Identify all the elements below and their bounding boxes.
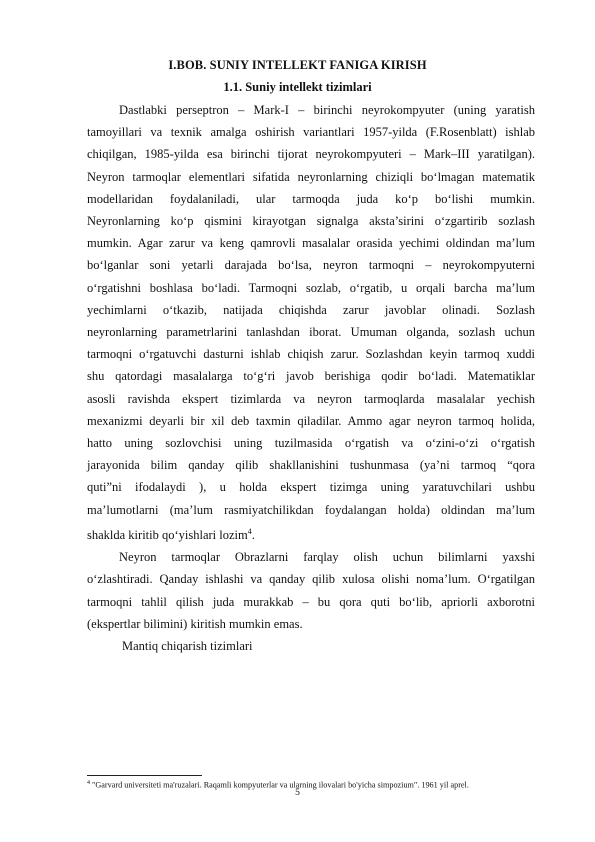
text-line: Dastlabki perseptron – Mark-I – birinchi neyrokompyuter (uning yaratish [119,103,535,117]
text-line: Neyron tarmoqlar elementlari sifatida neyronlarning chiziqli bo‘lmagan matematik [87,169,535,184]
footnote-reference: 4 [247,526,252,536]
text-line: Neyron tarmoqlar Obrazlarni farqlay olish uchun bilimlarni yaxshi [119,550,535,565]
text-line: modellaridan foydalaniladi, ular tarmoqda juda ko‘p bo‘lishi mumkin. [87,191,535,206]
text-line: shaklda kiritib qo‘yishlari lozim$^4$. [87,526,255,543]
text-line: neyronlarning parametrlarini tanlashdan iborat. Umuman olganda, sozlash uchun [87,325,535,340]
page-number: 5 [295,788,300,798]
text-line: asosli ravishda ekspert tizimlarda va neyron tarmoqlarda masalalar yechish [87,391,535,406]
footnote-text: "Garvard universiteti ma'ruzalari. Raqamli kompyuterlar va ularning ilovalari bo'yicha simpozium". 1961 yil aprel. [90,780,469,790]
text-line: quti”ni ifodalaydi ), u holda ekspert tizimga uning yaratuvchilari ushbu [87,480,535,495]
footnote-divider [87,775,202,776]
text-line: mexanizmi deyarli bir xil deb taxmin qiladilar. Ammo agar neyron tarmoq holida, [87,413,535,428]
text-line: o‘zlashtiradi. Qanday ishlashi va qanday qilib xulosa olishi noma’lum. O‘rgatilgan [87,572,535,587]
text-line: tamoyillari va texnik amalga oshirish variantlari 1957-yilda (F.Rosenblatt) ishlab [87,125,535,140]
text-line: tarmoqni o‘rgatuvchi dasturni ishlab chiqish zarur. Sozlashdan keyin tarmoq xuddi [87,347,535,362]
body-text [87,99,535,657]
text-line: shu qatordagi masalalarga to‘g‘ri javob berishiga qodir bo‘ladi. Matematiklar [87,369,535,384]
text-line: tarmoqni tahlil qilish juda murakkab – bu qora quti bo‘lib, apriorli axborotni [87,594,535,609]
text-line: jarayonida bilim qanday qilib shakllanishini tushunmasa (ya’ni tarmoq “qora [87,458,535,473]
chapter-heading: I.BOB. SUNIY INTELLEKT FANIGA KIRISH [168,58,427,72]
text-line: Neyronlarning ko‘p qismini kirayotgan signalga aksta’sirini o‘zgartirib sozlash [87,214,535,229]
text-line: (ekspertlar bilimini) kiritish mumkin emas. [87,616,303,631]
paragraph-1 [87,99,535,546]
text-line: hatto uning sozlovchisi uning tuzilmasida o‘rgatish va o‘zini-o‘zi o‘rgatish [87,436,535,451]
subheading-mantiq: Mantiq chiqarish tizimlari [122,639,253,654]
text-line: o‘rgatishni boshlasa bo‘ladi. Tarmoqni sozlab, o‘rgatib, u orqali barcha ma’lum [87,280,535,295]
section-heading: 1.1. Suniy intellekt tizimlari [223,80,372,94]
text-line: chiqilgan, 1985-yilda esa birinchi tijorat neyrokompyuteri – Mark–III yaratilgan). [87,147,535,162]
paragraph-2 [87,546,535,635]
text-line: ma’lumotlarni (ma’lum rasmiyatchilikdan foydalangan holda) oldindan ma’lum [87,502,535,517]
text-line: bo‘lganlar soni yetarli darajada bo‘lsa, neyron tarmoqni – neyrokompyuterni [87,258,535,273]
text-line: mumkin. Agar zarur va keng qamrovli masalalar orasida yechimi oldindan ma’lum [87,236,535,251]
text-line: yechimlarni o‘tkazib, natijada chiqishda zarur javoblar olinadi. Sozlash [87,302,535,317]
sentence-end: . [251,528,255,543]
footnote-mark: 4 [87,780,90,786]
